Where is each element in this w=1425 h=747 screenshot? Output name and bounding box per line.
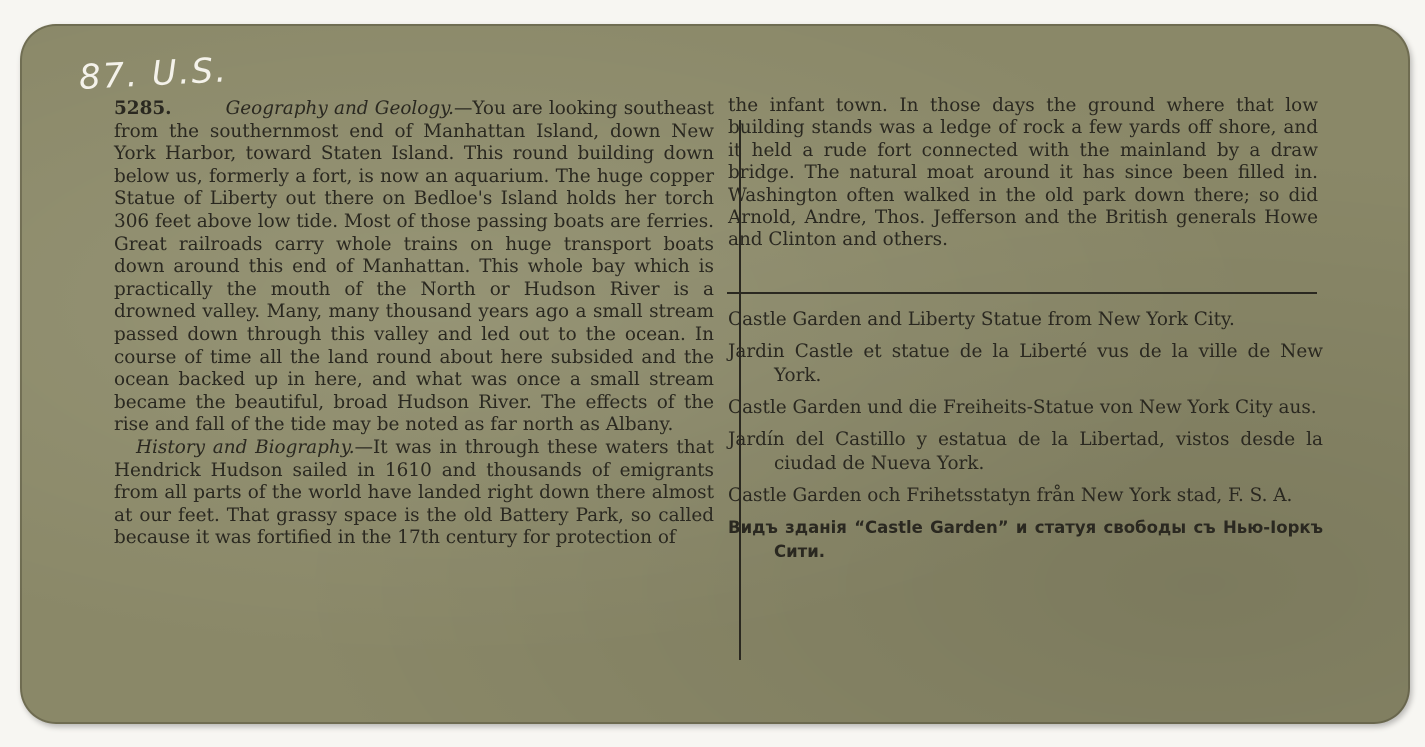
stereograph-card-back xyxy=(20,24,1410,724)
caption-french: Jardin Castle et statue de la Liberté vus de la ville de New York. xyxy=(728,341,1323,386)
history-heading: History and Biography. xyxy=(136,436,355,458)
description-right-column xyxy=(728,95,1318,252)
history-text-part2: the infant town. In those days the ground where that low building stands was a ledge of rock a few yards off shore, and it held a rude fort connected with the mainland by a draw bridge. The natural moat around it has since been filled in. Washington often walked in the old park down there; so did Arnold, Andre, Thos. Jefferson and the British generals Howe and Clinton and others. xyxy=(728,95,1318,251)
history-text-part1: —It was in through these waters that Hendrick Hudson sailed in 1610 and thousands of emigrants from all parts of the world have landed right down there almost at our feet. That grassy space is the old Battery Park, so called because it was fortified in the 17th century for protection of xyxy=(114,436,714,549)
card-number: 5285. xyxy=(114,98,172,119)
caption-separator xyxy=(727,292,1317,294)
caption-german: Castle Garden und die Freiheits-Statue von New York City aus. xyxy=(728,397,1317,418)
multilingual-captions xyxy=(728,308,1323,572)
handwritten-catalog-note: 87. U.S. xyxy=(78,50,229,98)
caption-spanish: Jardín del Castillo y estatua de la Libertad, vistos desde la ciudad de Nueva York. xyxy=(728,429,1323,474)
geography-heading: Geography and Geology. xyxy=(225,98,454,119)
description-left-column xyxy=(114,98,714,550)
geography-text: —You are looking southeast from the southernmost end of Manhattan Island, down New York Harbor, toward Staten Island. This round building down below us, formerly a fort, is now an aquarium. The huge copper Statue of Liberty out there on Bedloe's Island holds her torch 306 feet above low tide. Most of those passing boats are ferries. Great railroads carry whole trains on huge transport boats down around this end of Manhattan. This whole bay which is practically the mouth of the North or Hudson River is a drowned valley. Many, many thousand years ago a small stream passed down through this valley and led out to the ocean. In course of time all the land round about here subsided and the ocean backed up in here, and what was once a small stream became the beautiful, broad Hudson River. The effects of the rise and fall of the tide may be noted as far north as Albany. xyxy=(114,98,714,436)
caption-russian: Видъ зданія “Castle Garden” и статуя свободы съ Нью-Іоркъ Сити. xyxy=(728,518,1323,561)
caption-english: Castle Garden and Liberty Statue from New York City. xyxy=(728,309,1235,330)
caption-swedish: Castle Garden och Frihetsstatyn från New York stad, F. S. A. xyxy=(728,485,1293,506)
